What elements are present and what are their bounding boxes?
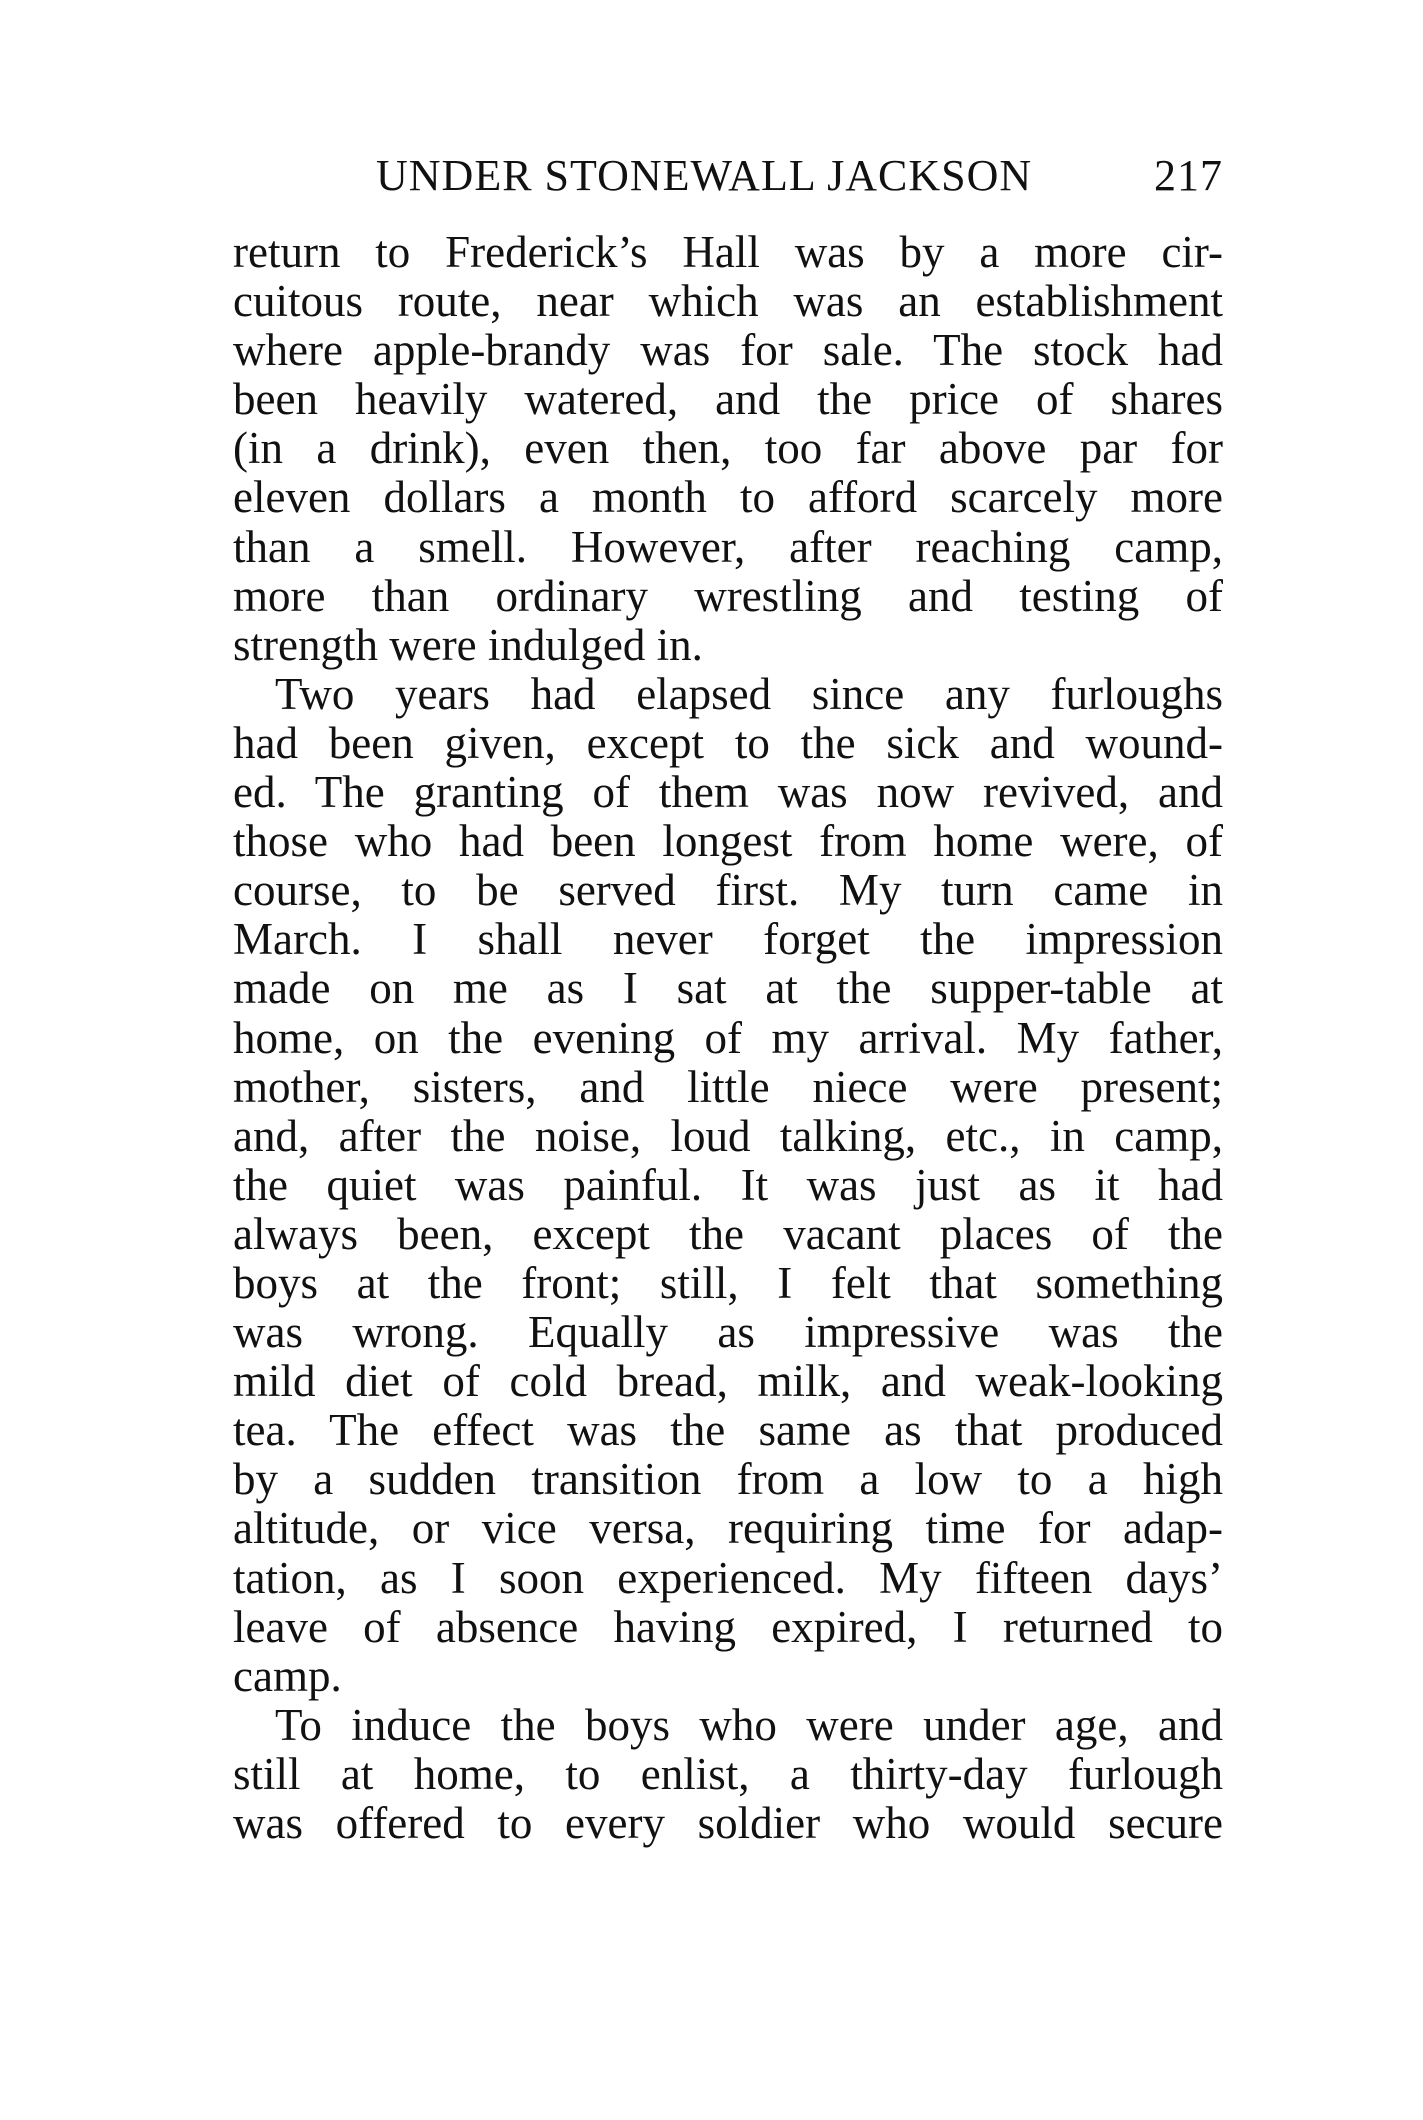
text-line: leave of absence having expired, I returned to — [233, 1601, 1223, 1652]
running-head — [233, 150, 1223, 210]
text-line: mild diet of cold bread, milk, and weak-looking — [233, 1356, 1223, 1407]
text-line: made on me as I sat at the supper-table at — [233, 963, 1223, 1014]
paragraph-2 — [233, 670, 1223, 1701]
text-line: camp. — [233, 1650, 342, 1701]
body-text — [233, 228, 1223, 1848]
paragraph-1 — [233, 228, 1223, 670]
text-line: still at home, to enlist, a thirty-day furlough — [233, 1748, 1223, 1799]
text-line: the quiet was painful. It was just as it had — [233, 1159, 1223, 1210]
text-line: always been, except the vacant places of the — [233, 1208, 1223, 1259]
text-line: cuitous route, near which was an establishment — [233, 276, 1223, 327]
text-line: by a sudden transition from a low to a high — [233, 1454, 1223, 1505]
text-line: To induce the boys who were under age, and — [275, 1699, 1223, 1750]
text-line: return to Frederick’s Hall was by a more cir- — [233, 227, 1223, 277]
text-line: home, on the evening of my arrival. My father, — [233, 1012, 1223, 1063]
text-line: more than ordinary wrestling and testing of — [233, 570, 1223, 621]
text-line: had been given, except to the sick and wound- — [233, 717, 1223, 768]
paragraph-3 — [233, 1701, 1223, 1848]
text-line: where apple-brandy was for sale. The stock had — [233, 325, 1223, 376]
text-line: and, after the noise, loud talking, etc., in camp, — [233, 1110, 1223, 1161]
text-line: March. I shall never forget the impression — [233, 914, 1223, 965]
text-line: eleven dollars a month to afford scarcely more — [233, 472, 1223, 523]
text-line: was offered to every soldier who would secure — [233, 1798, 1223, 1848]
text-line: those who had been longest from home were, of — [233, 816, 1223, 867]
text-line: mother, sisters, and little niece were present; — [233, 1061, 1223, 1112]
text-line: altitude, or vice versa, requiring time for adap- — [233, 1503, 1223, 1554]
text-line: strength were indulged in. — [233, 619, 703, 670]
text-line: course, to be served first. My turn came in — [233, 865, 1223, 916]
text-line: than a smell. However, after reaching camp, — [233, 521, 1223, 572]
text-line: boys at the front; still, I felt that something — [233, 1257, 1223, 1308]
text-line: tation, as I soon experienced. My fifteen days’ — [233, 1552, 1223, 1603]
running-title: UNDER STONEWALL JACKSON — [376, 151, 1033, 200]
text-line: was wrong. Equally as impressive was the — [233, 1307, 1223, 1358]
text-line: Two years had elapsed since any furloughs — [275, 668, 1223, 719]
text-line: been heavily watered, and the price of shares — [233, 374, 1223, 425]
text-line: (in a drink), even then, too far above par for — [233, 423, 1223, 474]
text-line: ed. The granting of them was now revived, and — [233, 767, 1223, 818]
page-number: 217 — [1154, 151, 1223, 200]
text-line: tea. The effect was the same as that produced — [233, 1405, 1223, 1456]
